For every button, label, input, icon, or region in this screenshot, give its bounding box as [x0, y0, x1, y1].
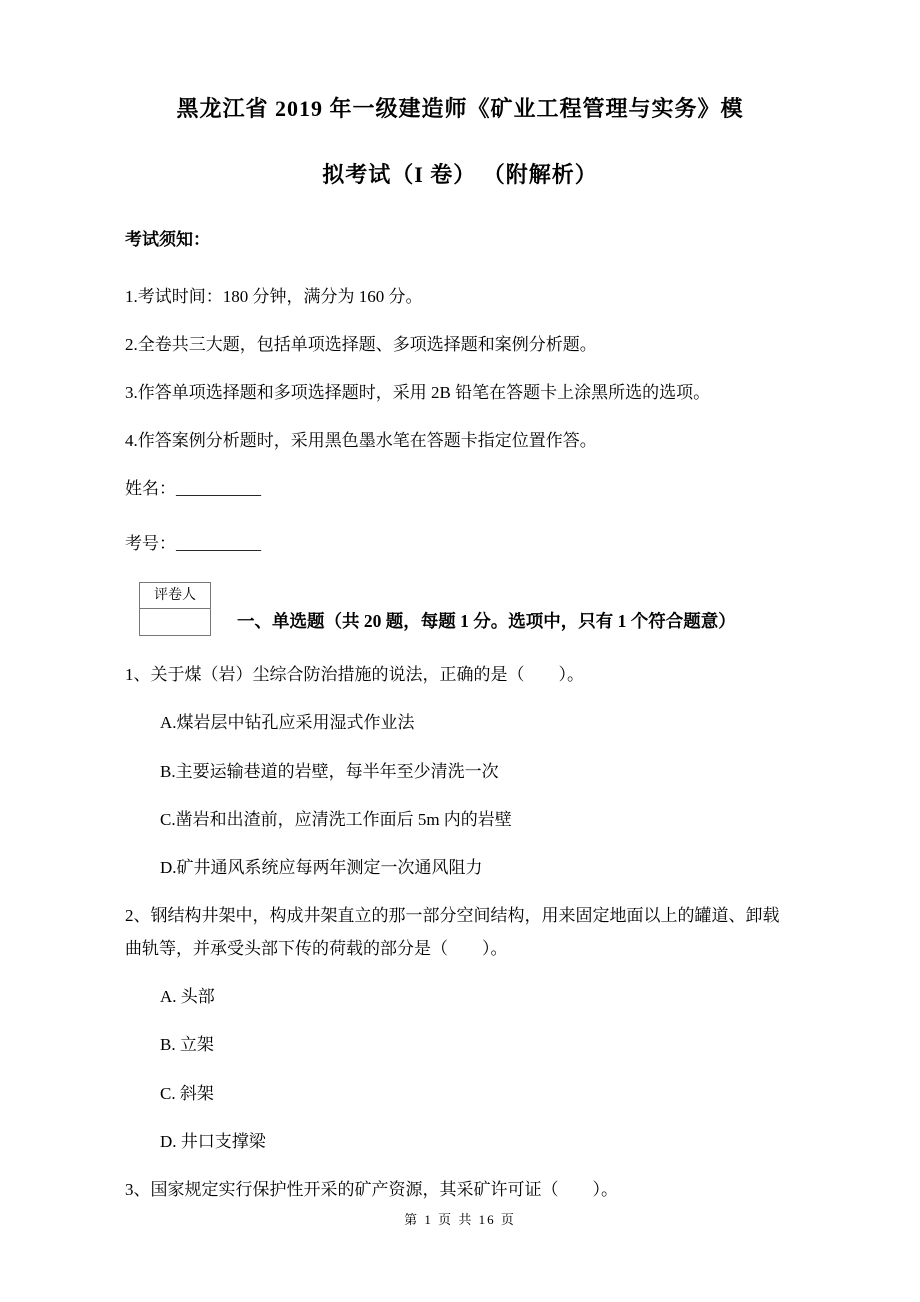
question-stem: 1、关于煤（岩）尘综合防治措施的说法，正确的是（ ）。: [125, 665, 584, 685]
document-title-line-1: 黑龙江省 2019 年一级建造师《矿业工程管理与实务》模: [176, 96, 744, 121]
question-option: D. 井口支撑梁: [160, 1131, 266, 1151]
exam-number-field-label: 考号：__________: [125, 534, 261, 554]
question-1: [125, 658, 795, 884]
grader-empty-cell: [140, 609, 210, 635]
name-field-label: 姓名：__________: [125, 479, 261, 499]
notice-heading: 考试须知：: [125, 229, 210, 249]
notice-item: 3.作答单项选择题和多项选择题时，采用 2B 铅笔在答题卡上涂黑所选的选项。: [125, 383, 711, 403]
notice-item: 2.全卷共三大题，包括单项选择题、多项选择题和案例分析题。: [125, 334, 597, 354]
question-stem: 3、国家规定实行保护性开采的矿产资源，其采矿许可证（ ）。: [125, 1179, 618, 1199]
question-option: D.矿井通风系统应每两年测定一次通风阻力: [160, 857, 483, 877]
page-footer: 第 1 页 共 16 页: [404, 1212, 516, 1227]
question-3: [125, 1173, 795, 1206]
question-option: A. 头部: [160, 987, 215, 1007]
question-option: A.煤岩层中钻孔应采用湿式作业法: [160, 713, 415, 733]
section-heading: 一、单选题（共 20 题，每题 1 分。选项中，只有 1 个符合题意）: [237, 610, 736, 631]
question-option: C. 斜架: [160, 1083, 214, 1103]
notice-item: 1.考试时间：180 分钟，满分为 160 分。: [125, 286, 423, 306]
question-option: B. 立架: [160, 1035, 214, 1055]
question-stem: 2、钢结构井架中，构成井架直立的那一部分空间结构，用来固定地面以上的罐道、卸载曲轨等，并承受头部下传的荷载的部分是（ ）。: [125, 906, 780, 959]
notice-item: 4.作答案例分析题时，采用黑色墨水笔在答题卡指定位置作答。: [125, 431, 597, 451]
grader-label: 评卷人: [140, 583, 210, 609]
question-2: [125, 899, 795, 1158]
question-option: B.主要运输巷道的岩壁，每半年至少清洗一次: [160, 761, 499, 781]
grader-score-box: [139, 582, 211, 636]
grader-section: [125, 582, 795, 636]
document-title-line-2: 拟考试（I 卷） （附解析）: [322, 162, 598, 188]
question-option: C.凿岩和出渣前，应清洗工作面后 5m 内的岩壁: [160, 809, 512, 829]
